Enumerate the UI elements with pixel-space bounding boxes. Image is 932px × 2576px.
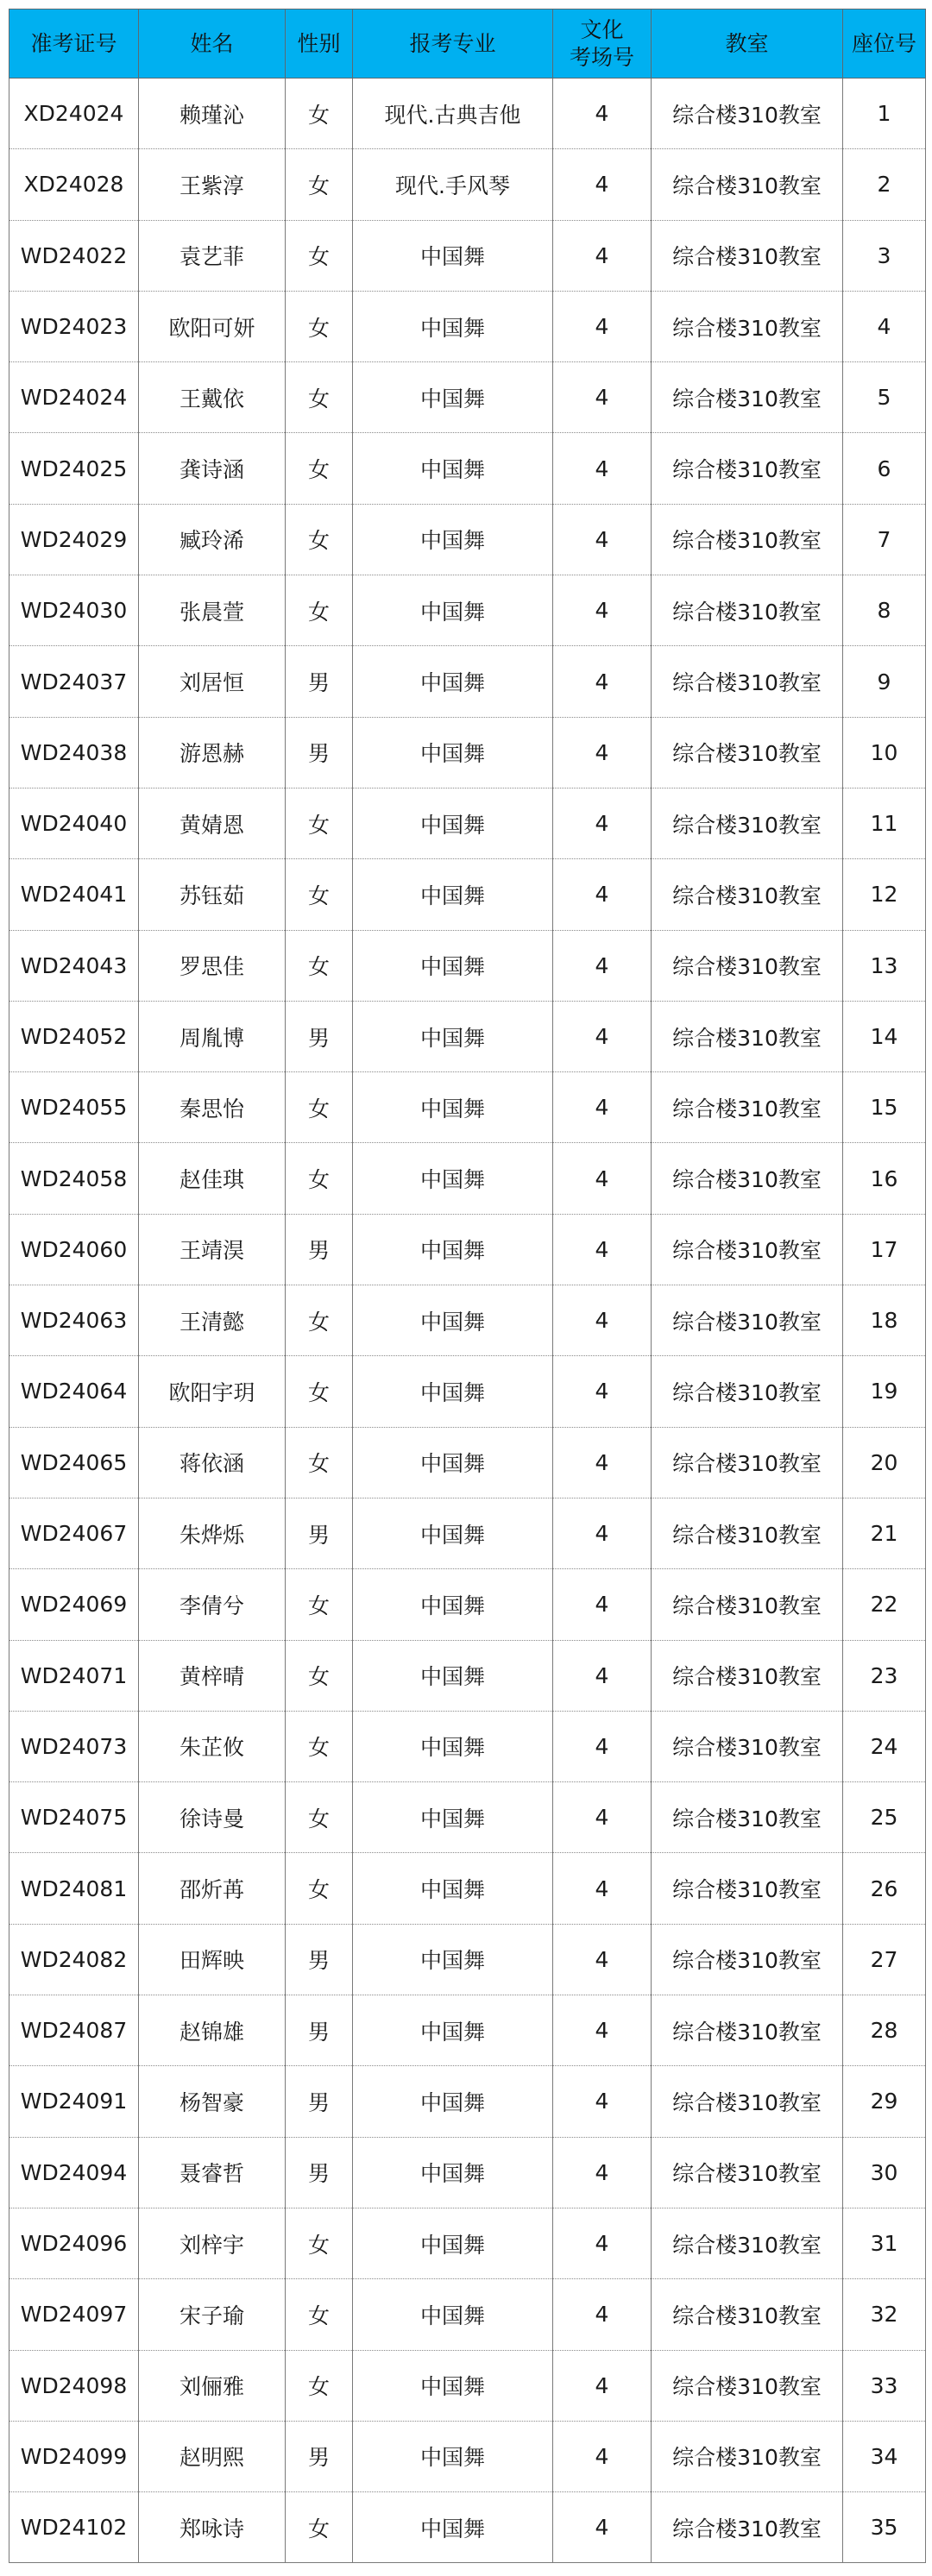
cell-name: 赵佳琪 (139, 1143, 286, 1214)
cell-exam-room: 4 (553, 575, 652, 646)
table-row (9, 1285, 926, 1356)
table-row (9, 2279, 926, 2350)
cell-ticket-number: WD24041 (9, 859, 139, 930)
table-row (9, 2421, 926, 2491)
cell-exam-room: 4 (553, 1711, 652, 1781)
cell-seat-number: 13 (843, 930, 926, 1001)
cell-classroom: 综合楼310教室 (652, 1072, 843, 1143)
cell-exam-room: 4 (553, 1072, 652, 1143)
cell-name: 刘梓宇 (139, 2208, 286, 2278)
cell-seat-number: 29 (843, 2066, 926, 2137)
table-body (9, 79, 926, 2563)
table-row (9, 433, 926, 504)
cell-gender: 男 (286, 1924, 353, 1995)
cell-classroom: 综合楼310教室 (652, 2421, 843, 2491)
table-row (9, 2350, 926, 2421)
table-row (9, 1143, 926, 1214)
cell-classroom: 综合楼310教室 (652, 504, 843, 575)
cell-classroom: 综合楼310教室 (652, 859, 843, 930)
cell-gender: 女 (286, 1285, 353, 1356)
exam-roster-sheet (9, 9, 925, 2563)
cell-major: 中国舞 (353, 1640, 553, 1711)
cell-classroom: 综合楼310教室 (652, 1285, 843, 1356)
cell-classroom: 综合楼310教室 (652, 433, 843, 504)
cell-major: 中国舞 (353, 717, 553, 788)
header-gender: 性别 (286, 9, 353, 79)
cell-name: 游恩赫 (139, 717, 286, 788)
cell-seat-number: 33 (843, 2350, 926, 2421)
cell-gender: 女 (286, 1782, 353, 1853)
cell-name: 黄梓晴 (139, 1640, 286, 1711)
cell-seat-number: 21 (843, 1498, 926, 1568)
cell-exam-room: 4 (553, 1782, 652, 1853)
cell-classroom: 综合楼310教室 (652, 220, 843, 291)
cell-seat-number: 27 (843, 1924, 926, 1995)
cell-gender: 女 (286, 2208, 353, 2278)
cell-seat-number: 31 (843, 2208, 926, 2278)
cell-name: 聂睿哲 (139, 2137, 286, 2208)
cell-ticket-number: WD24087 (9, 1995, 139, 2066)
table-row (9, 79, 926, 149)
cell-exam-room: 4 (553, 1640, 652, 1711)
cell-seat-number: 34 (843, 2421, 926, 2491)
cell-major: 中国舞 (353, 1072, 553, 1143)
cell-classroom: 综合楼310教室 (652, 1214, 843, 1285)
cell-seat-number: 14 (843, 1001, 926, 1071)
cell-seat-number: 30 (843, 2137, 926, 2208)
cell-ticket-number: WD24058 (9, 1143, 139, 1214)
cell-seat-number: 22 (843, 1569, 926, 1640)
cell-ticket-number: WD24037 (9, 646, 139, 717)
cell-major: 中国舞 (353, 2421, 553, 2491)
cell-major: 中国舞 (353, 1427, 553, 1498)
cell-seat-number: 5 (843, 362, 926, 433)
cell-exam-room: 4 (553, 717, 652, 788)
cell-ticket-number: WD24099 (9, 2421, 139, 2491)
cell-seat-number: 15 (843, 1072, 926, 1143)
cell-gender: 女 (286, 1640, 353, 1711)
cell-major: 中国舞 (353, 1498, 553, 1568)
cell-gender: 男 (286, 2421, 353, 2491)
header-seat-number: 座位号 (843, 9, 926, 79)
table-row (9, 362, 926, 433)
cell-major: 中国舞 (353, 859, 553, 930)
cell-name: 王戴依 (139, 362, 286, 433)
cell-major: 中国舞 (353, 1214, 553, 1285)
table-row (9, 1356, 926, 1427)
cell-classroom: 综合楼310教室 (652, 1711, 843, 1781)
table-row (9, 717, 926, 788)
cell-seat-number: 28 (843, 1995, 926, 2066)
cell-classroom: 综合楼310教室 (652, 1995, 843, 2066)
cell-name: 朱烨烁 (139, 1498, 286, 1568)
cell-name: 赵明熙 (139, 2421, 286, 2491)
cell-ticket-number: WD24094 (9, 2137, 139, 2208)
cell-major: 中国舞 (353, 1995, 553, 2066)
table-row (9, 149, 926, 220)
cell-seat-number: 4 (843, 291, 926, 361)
cell-name: 朱芷攸 (139, 1711, 286, 1781)
cell-exam-room: 4 (553, 788, 652, 858)
cell-ticket-number: WD24065 (9, 1427, 139, 1498)
cell-gender: 女 (286, 575, 353, 646)
cell-exam-room: 4 (553, 1143, 652, 1214)
table-row (9, 2492, 926, 2563)
cell-seat-number: 32 (843, 2279, 926, 2350)
cell-gender: 女 (286, 1356, 353, 1427)
table-row (9, 291, 926, 361)
cell-exam-room: 4 (553, 2208, 652, 2278)
cell-gender: 男 (286, 1001, 353, 1071)
cell-gender: 女 (286, 2492, 353, 2563)
cell-gender: 女 (286, 1853, 353, 1924)
cell-major: 中国舞 (353, 2350, 553, 2421)
cell-gender: 女 (286, 362, 353, 433)
header-row (9, 9, 926, 79)
cell-exam-room: 4 (553, 220, 652, 291)
cell-classroom: 综合楼310教室 (652, 788, 843, 858)
table-row (9, 1072, 926, 1143)
cell-classroom: 综合楼310教室 (652, 1853, 843, 1924)
cell-exam-room: 4 (553, 646, 652, 717)
cell-name: 欧阳可妍 (139, 291, 286, 361)
cell-classroom: 综合楼310教室 (652, 2208, 843, 2278)
cell-seat-number: 35 (843, 2492, 926, 2563)
cell-classroom: 综合楼310教室 (652, 1427, 843, 1498)
cell-classroom: 综合楼310教室 (652, 2066, 843, 2137)
cell-classroom: 综合楼310教室 (652, 930, 843, 1001)
cell-gender: 女 (286, 859, 353, 930)
cell-ticket-number: WD24071 (9, 1640, 139, 1711)
cell-name: 罗思佳 (139, 930, 286, 1001)
cell-name: 秦思怡 (139, 1072, 286, 1143)
cell-name: 王清懿 (139, 1285, 286, 1356)
cell-name: 宋子瑜 (139, 2279, 286, 2350)
cell-name: 欧阳宇玥 (139, 1356, 286, 1427)
cell-ticket-number: WD24024 (9, 362, 139, 433)
table-row (9, 1711, 926, 1781)
cell-major: 中国舞 (353, 2279, 553, 2350)
cell-classroom: 综合楼310教室 (652, 1569, 843, 1640)
cell-gender: 女 (286, 149, 353, 220)
cell-gender: 男 (286, 1995, 353, 2066)
cell-gender: 男 (286, 646, 353, 717)
cell-ticket-number: WD24055 (9, 1072, 139, 1143)
cell-ticket-number: WD24025 (9, 433, 139, 504)
cell-exam-room: 4 (553, 1995, 652, 2066)
cell-classroom: 综合楼310教室 (652, 2492, 843, 2563)
cell-classroom: 综合楼310教室 (652, 717, 843, 788)
cell-major: 中国舞 (353, 930, 553, 1001)
cell-classroom: 综合楼310教室 (652, 575, 843, 646)
cell-exam-room: 4 (553, 79, 652, 149)
table-row (9, 859, 926, 930)
cell-name: 赖瑾沁 (139, 79, 286, 149)
cell-major: 中国舞 (353, 1285, 553, 1356)
table-header (9, 9, 926, 79)
cell-major: 中国舞 (353, 646, 553, 717)
table-row (9, 504, 926, 575)
cell-classroom: 综合楼310教室 (652, 1143, 843, 1214)
cell-major: 中国舞 (353, 788, 553, 858)
cell-seat-number: 1 (843, 79, 926, 149)
table-row (9, 1995, 926, 2066)
table-row (9, 1498, 926, 1568)
table-row (9, 930, 926, 1001)
cell-ticket-number: XD24024 (9, 79, 139, 149)
cell-seat-number: 17 (843, 1214, 926, 1285)
cell-gender: 女 (286, 504, 353, 575)
header-name: 姓名 (139, 9, 286, 79)
table-row (9, 1924, 926, 1995)
header-ticket-number: 准考证号 (9, 9, 139, 79)
cell-ticket-number: WD24030 (9, 575, 139, 646)
cell-seat-number: 12 (843, 859, 926, 930)
cell-seat-number: 9 (843, 646, 926, 717)
cell-seat-number: 2 (843, 149, 926, 220)
cell-exam-room: 4 (553, 433, 652, 504)
cell-name: 邵炘苒 (139, 1853, 286, 1924)
cell-gender: 女 (286, 1072, 353, 1143)
cell-major: 中国舞 (353, 1569, 553, 1640)
cell-major: 中国舞 (353, 362, 553, 433)
cell-ticket-number: WD24043 (9, 930, 139, 1001)
cell-seat-number: 18 (843, 1285, 926, 1356)
cell-major: 中国舞 (353, 1711, 553, 1781)
cell-ticket-number: WD24022 (9, 220, 139, 291)
cell-gender: 女 (286, 291, 353, 361)
cell-ticket-number: WD24064 (9, 1356, 139, 1427)
cell-major: 中国舞 (353, 2492, 553, 2563)
cell-name: 黄婧恩 (139, 788, 286, 858)
cell-major: 中国舞 (353, 2137, 553, 2208)
cell-exam-room: 4 (553, 291, 652, 361)
table-row (9, 1214, 926, 1285)
cell-major: 中国舞 (353, 433, 553, 504)
cell-exam-room: 4 (553, 2421, 652, 2491)
cell-classroom: 综合楼310教室 (652, 2350, 843, 2421)
cell-major: 中国舞 (353, 575, 553, 646)
cell-gender: 女 (286, 930, 353, 1001)
cell-ticket-number: WD24096 (9, 2208, 139, 2278)
cell-name: 王紫淳 (139, 149, 286, 220)
exam-roster-table (9, 9, 926, 2563)
cell-name: 蒋依涵 (139, 1427, 286, 1498)
cell-ticket-number: WD24075 (9, 1782, 139, 1853)
header-exam-room-line2: 考场号 (569, 44, 634, 70)
cell-gender: 男 (286, 2137, 353, 2208)
cell-exam-room: 4 (553, 362, 652, 433)
cell-name: 龚诗涵 (139, 433, 286, 504)
cell-gender: 男 (286, 1498, 353, 1568)
cell-seat-number: 24 (843, 1711, 926, 1781)
cell-exam-room: 4 (553, 2066, 652, 2137)
cell-ticket-number: WD24097 (9, 2279, 139, 2350)
cell-gender: 女 (286, 2279, 353, 2350)
cell-name: 张晨萱 (139, 575, 286, 646)
cell-seat-number: 10 (843, 717, 926, 788)
cell-major: 中国舞 (353, 1782, 553, 1853)
cell-seat-number: 11 (843, 788, 926, 858)
cell-major: 现代.手风琴 (353, 149, 553, 220)
cell-classroom: 综合楼310教室 (652, 79, 843, 149)
cell-major: 中国舞 (353, 291, 553, 361)
cell-exam-room: 4 (553, 1427, 652, 1498)
table-row (9, 1569, 926, 1640)
table-row (9, 1427, 926, 1498)
cell-exam-room: 4 (553, 1214, 652, 1285)
cell-ticket-number: WD24060 (9, 1214, 139, 1285)
cell-name: 郑咏诗 (139, 2492, 286, 2563)
cell-ticket-number: WD24102 (9, 2492, 139, 2563)
cell-name: 臧玲浠 (139, 504, 286, 575)
cell-classroom: 综合楼310教室 (652, 646, 843, 717)
cell-name: 田辉映 (139, 1924, 286, 1995)
table-row (9, 1782, 926, 1853)
cell-exam-room: 4 (553, 1001, 652, 1071)
cell-ticket-number: WD24081 (9, 1853, 139, 1924)
cell-gender: 女 (286, 79, 353, 149)
cell-classroom: 综合楼310教室 (652, 1001, 843, 1071)
cell-gender: 女 (286, 1427, 353, 1498)
cell-exam-room: 4 (553, 930, 652, 1001)
header-exam-room-line1: 文化 (580, 16, 624, 42)
cell-exam-room: 4 (553, 1924, 652, 1995)
cell-gender: 男 (286, 2066, 353, 2137)
cell-major: 中国舞 (353, 1356, 553, 1427)
cell-ticket-number: WD24098 (9, 2350, 139, 2421)
cell-gender: 女 (286, 1143, 353, 1214)
cell-name: 苏钰茹 (139, 859, 286, 930)
cell-major: 中国舞 (353, 220, 553, 291)
header-exam-room (553, 9, 652, 79)
cell-name: 袁艺菲 (139, 220, 286, 291)
cell-major: 中国舞 (353, 2208, 553, 2278)
table-row (9, 646, 926, 717)
cell-exam-room: 4 (553, 149, 652, 220)
table-row (9, 2137, 926, 2208)
cell-name: 徐诗曼 (139, 1782, 286, 1853)
cell-classroom: 综合楼310教室 (652, 362, 843, 433)
cell-name: 刘居恒 (139, 646, 286, 717)
header-classroom: 教室 (652, 9, 843, 79)
table-row (9, 1640, 926, 1711)
table-row (9, 220, 926, 291)
cell-exam-room: 4 (553, 1853, 652, 1924)
cell-exam-room: 4 (553, 2492, 652, 2563)
cell-classroom: 综合楼310教室 (652, 1356, 843, 1427)
cell-name: 周胤博 (139, 1001, 286, 1071)
cell-name: 刘俪雅 (139, 2350, 286, 2421)
cell-name: 赵锦雄 (139, 1995, 286, 2066)
cell-name: 李倩兮 (139, 1569, 286, 1640)
cell-gender: 女 (286, 1711, 353, 1781)
cell-name: 王靖淏 (139, 1214, 286, 1285)
cell-seat-number: 26 (843, 1853, 926, 1924)
cell-classroom: 综合楼310教室 (652, 2137, 843, 2208)
cell-ticket-number: WD24073 (9, 1711, 139, 1781)
cell-exam-room: 4 (553, 1569, 652, 1640)
cell-seat-number: 25 (843, 1782, 926, 1853)
cell-seat-number: 8 (843, 575, 926, 646)
cell-major: 中国舞 (353, 1853, 553, 1924)
cell-gender: 女 (286, 788, 353, 858)
cell-major: 中国舞 (353, 504, 553, 575)
cell-exam-room: 4 (553, 2350, 652, 2421)
cell-ticket-number: WD24067 (9, 1498, 139, 1568)
cell-seat-number: 19 (843, 1356, 926, 1427)
cell-exam-room: 4 (553, 1498, 652, 1568)
cell-ticket-number: WD24038 (9, 717, 139, 788)
cell-classroom: 综合楼310教室 (652, 149, 843, 220)
cell-major: 中国舞 (353, 1924, 553, 1995)
table-row (9, 575, 926, 646)
cell-ticket-number: WD24040 (9, 788, 139, 858)
cell-seat-number: 7 (843, 504, 926, 575)
cell-gender: 女 (286, 220, 353, 291)
cell-ticket-number: WD24023 (9, 291, 139, 361)
cell-ticket-number: XD24028 (9, 149, 139, 220)
cell-gender: 男 (286, 1214, 353, 1285)
cell-seat-number: 6 (843, 433, 926, 504)
cell-classroom: 综合楼310教室 (652, 1640, 843, 1711)
cell-gender: 男 (286, 717, 353, 788)
table-row (9, 2066, 926, 2137)
cell-gender: 女 (286, 2350, 353, 2421)
cell-ticket-number: WD24029 (9, 504, 139, 575)
cell-seat-number: 23 (843, 1640, 926, 1711)
table-row (9, 788, 926, 858)
cell-seat-number: 16 (843, 1143, 926, 1214)
cell-classroom: 综合楼310教室 (652, 1498, 843, 1568)
header-major: 报考专业 (353, 9, 553, 79)
cell-seat-number: 20 (843, 1427, 926, 1498)
cell-exam-room: 4 (553, 859, 652, 930)
cell-ticket-number: WD24069 (9, 1569, 139, 1640)
cell-major: 中国舞 (353, 1001, 553, 1071)
cell-gender: 女 (286, 1569, 353, 1640)
cell-ticket-number: WD24082 (9, 1924, 139, 1995)
table-row (9, 1853, 926, 1924)
cell-classroom: 综合楼310教室 (652, 291, 843, 361)
cell-gender: 女 (286, 433, 353, 504)
cell-exam-room: 4 (553, 2137, 652, 2208)
cell-name: 杨智豪 (139, 2066, 286, 2137)
cell-ticket-number: WD24052 (9, 1001, 139, 1071)
cell-classroom: 综合楼310教室 (652, 1782, 843, 1853)
cell-classroom: 综合楼310教室 (652, 2279, 843, 2350)
cell-exam-room: 4 (553, 1285, 652, 1356)
cell-ticket-number: WD24063 (9, 1285, 139, 1356)
cell-seat-number: 3 (843, 220, 926, 291)
cell-ticket-number: WD24091 (9, 2066, 139, 2137)
cell-classroom: 综合楼310教室 (652, 1924, 843, 1995)
table-row (9, 2208, 926, 2278)
cell-major: 中国舞 (353, 1143, 553, 1214)
cell-major: 中国舞 (353, 2066, 553, 2137)
cell-exam-room: 4 (553, 2279, 652, 2350)
table-row (9, 1001, 926, 1071)
cell-major: 现代.古典吉他 (353, 79, 553, 149)
cell-exam-room: 4 (553, 504, 652, 575)
cell-exam-room: 4 (553, 1356, 652, 1427)
